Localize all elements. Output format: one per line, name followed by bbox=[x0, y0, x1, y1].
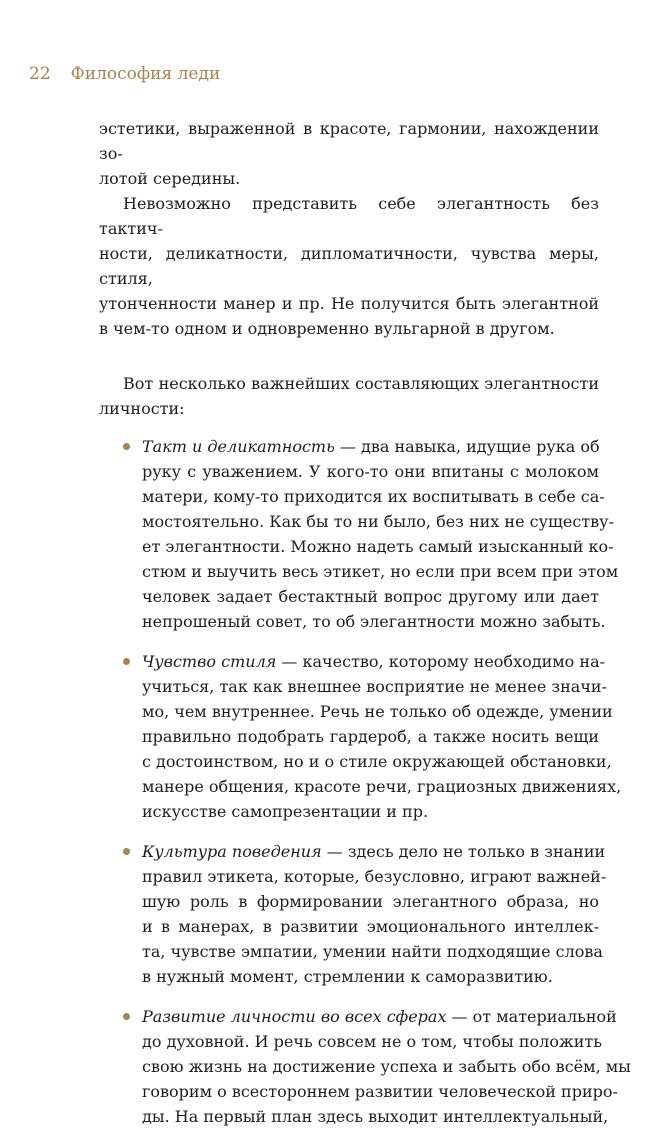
text-line: матери, кому-то приходится их воспитывать в себе са- bbox=[142, 487, 605, 506]
bullet-item bbox=[99, 1004, 631, 1129]
bullet-text: — качество, которому необходимо на- bbox=[276, 652, 606, 671]
text-line: ет элегантности. Можно надеть самый изысканный ко- bbox=[142, 537, 614, 556]
text-line: манере общения, красоте речи, грациозных движениях, bbox=[142, 777, 622, 796]
text-line: человек задает бестактный вопрос другому или дает bbox=[142, 587, 599, 606]
text-line: стюм и выучить весь этикет, но если при всем при этом bbox=[142, 562, 619, 581]
bullet-dot-icon bbox=[123, 443, 130, 450]
text-line: та, чувстве эмпатии, умении найти подходящие слова bbox=[142, 942, 603, 961]
text-line: и в манерах, в развитии эмоционального интеллек- bbox=[142, 917, 599, 936]
bullet-item bbox=[99, 649, 622, 824]
bullet-text: — два навыка, идущие рука об bbox=[334, 437, 600, 456]
text-line: в чем-то одном и одновременно вульгарной в другом. bbox=[99, 319, 555, 338]
text-line bbox=[142, 649, 606, 674]
text-line: до духовной. И речь совсем не о том, чтобы положить bbox=[142, 1032, 602, 1051]
paragraph-2 bbox=[99, 191, 599, 341]
text-line: непрошеный совет, то об элегантности можно забыть. bbox=[142, 612, 606, 631]
bullet-text: — здесь дело не только в знании bbox=[321, 842, 606, 861]
text-line: мостоятельно. Как бы то ни было, без них не существу- bbox=[142, 512, 614, 531]
text-line bbox=[142, 434, 599, 459]
bullet-term: Культура поведения bbox=[142, 842, 322, 861]
paragraph-3 bbox=[99, 371, 599, 421]
bullet-item bbox=[99, 839, 607, 989]
paragraph-1 bbox=[99, 116, 599, 191]
text-line: руку с уважением. У кого-то они впитаны с молоком bbox=[142, 462, 599, 481]
text-line: лотой середины. bbox=[99, 169, 241, 188]
text-line bbox=[142, 1004, 617, 1029]
text-line: правил этикета, которые, безусловно, играют важней- bbox=[142, 867, 607, 886]
bullet-term: Развитие личности во всех сферах bbox=[142, 1007, 447, 1026]
bullet-term: Такт и деликатность bbox=[142, 437, 335, 456]
book-title: Философия леди bbox=[70, 64, 221, 84]
page-body bbox=[99, 116, 631, 1129]
text-line: в нужный момент, стремлении к саморазвитию. bbox=[142, 967, 553, 986]
text-line: искусстве самопрезентации и пр. bbox=[142, 802, 429, 821]
running-header bbox=[29, 64, 220, 84]
text-line: Вот несколько важнейших составляющих элегантности bbox=[123, 374, 599, 393]
text-line: личности: bbox=[99, 399, 185, 418]
bullet-text: — от материальной bbox=[446, 1007, 617, 1026]
bullet-dot-icon bbox=[123, 1013, 130, 1020]
bullet-dot-icon bbox=[123, 658, 130, 665]
text-line: ды. На первый план здесь выходит интеллектуальный, bbox=[142, 1107, 609, 1126]
page-number: 22 bbox=[29, 64, 51, 84]
text-line: свою жизнь на достижение успеха и забыть обо всём, мы bbox=[142, 1057, 631, 1076]
text-line: шую роль в формировании элегантного образа, но bbox=[142, 892, 599, 911]
text-line: учиться, так как внешнее восприятие не менее значи- bbox=[142, 677, 607, 696]
text-line: эстетики, выраженной в красоте, гармонии, нахождении зо- bbox=[99, 119, 599, 163]
text-line: правильно подобрать гардероб, а также носить вещи bbox=[142, 727, 599, 746]
text-line: мо, чем внутреннее. Речь не только об одежде, умении bbox=[142, 702, 613, 721]
text-line bbox=[142, 839, 606, 864]
text-line: ности, деликатности, дипломатичности, чувства меры, стиля, bbox=[99, 244, 599, 288]
bullet-dot-icon bbox=[123, 848, 130, 855]
bullet-list bbox=[99, 434, 631, 1129]
text-line: говорим о всестороннем развитии человеческой приро- bbox=[142, 1082, 618, 1101]
text-line: Невозможно представить себе элегантность без тактич- bbox=[99, 194, 599, 238]
bullet-term: Чувство стиля bbox=[142, 652, 277, 671]
text-line: с достоинством, но и о стиле окружающей обстановки, bbox=[142, 752, 612, 771]
bullet-item bbox=[99, 434, 619, 634]
text-line: утонченности манер и пр. Не получится быть элегантной bbox=[99, 294, 599, 313]
